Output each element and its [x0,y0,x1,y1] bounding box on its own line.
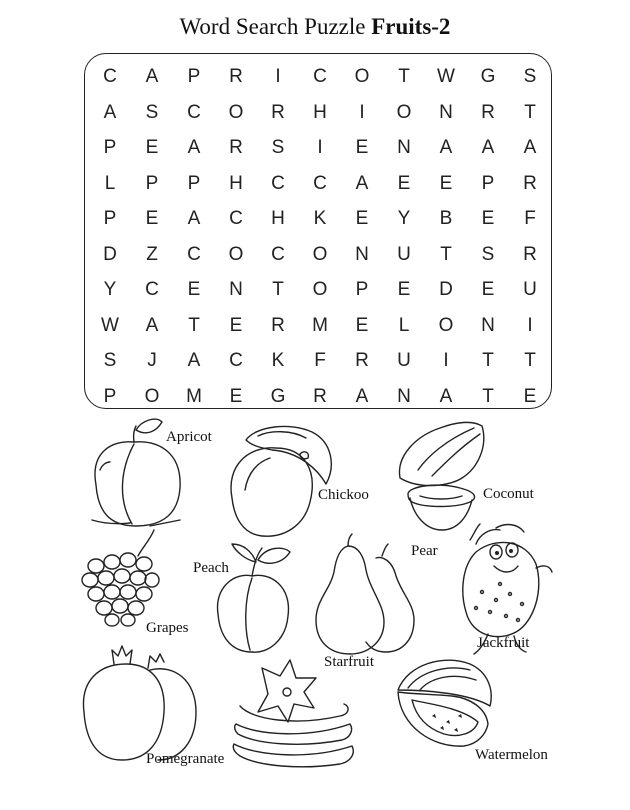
grid-letter: D [439,279,453,300]
grid-letter: O [228,101,244,123]
grid-letter: U [523,279,537,300]
label-watermelon: Watermelon [475,747,548,763]
grid-letter: E [397,172,411,194]
grid-letter: T [440,243,452,265]
grid-letter: C [313,172,327,194]
grid-letter: E [523,385,537,407]
grid-letter: O [144,385,160,407]
label-pomegranate: Pomegranate [146,751,225,767]
grid-letter: P [103,385,117,407]
grid-letter: O [396,101,412,123]
grid-letter: C [229,208,243,229]
grid-letter: R [229,137,243,158]
grid-letter: N [397,385,411,407]
grid-letter: H [313,101,327,123]
grid-letter: I [275,66,281,87]
grid-letter: K [313,208,327,229]
grid-letter: A [355,172,369,194]
grid-letter: R [481,101,495,123]
grid-letter: C [271,243,285,265]
grid-letter: C [229,350,243,371]
label-grapes: Grapes [146,620,189,636]
grid-letter: C [271,172,285,194]
grid-letter: S [103,350,117,371]
label-apricot: Apricot [166,429,212,445]
grid-letter: P [481,172,495,194]
grid-letter: R [523,172,537,194]
label-pear: Pear [411,543,438,559]
grid-letter: P [103,208,117,229]
grid-letter: T [524,101,536,123]
grid-letter: R [313,385,327,407]
title-bold: Fruits-2 [371,14,451,39]
label-coconut: Coconut [483,486,534,502]
grid-letter: E [229,385,243,407]
grid-letter: F [524,208,536,229]
grid-letter: N [481,314,495,336]
grid-letter: G [270,385,286,407]
grid-letter: R [229,66,243,87]
grid-letter: G [480,66,496,87]
grid-letter: T [482,385,494,407]
grid-letter: P [355,279,369,300]
grid-letter: E [145,137,159,158]
grid-letter: A [523,137,537,158]
grid-letter: T [188,314,200,336]
grid-letter: L [398,314,410,336]
grid-letter: W [101,314,119,336]
grid-letter: E [481,279,495,300]
pear-drawing [316,534,414,654]
grid-letter: S [271,137,285,158]
grid-letter: E [187,279,201,300]
grid-letter: O [354,66,370,87]
grid-letter: C [145,279,159,300]
grid-letter: H [229,172,243,194]
coconut-drawing [399,422,483,530]
grid-letter: A [103,101,117,123]
grid-letter: C [187,101,201,123]
grid-letter: A [187,350,201,371]
grid-letter: B [439,208,453,229]
pomegranate-drawing [83,646,196,760]
label-peach: Peach [193,560,229,576]
grid-letter: R [271,101,285,123]
grid-letter: P [187,172,201,194]
grid-letter: M [312,314,328,336]
label-starfruit: Starfruit [324,654,374,670]
grid-letter: P [145,172,159,194]
grid-letter: E [355,314,369,336]
grid-letter: I [359,101,365,123]
grid-letter: S [523,66,537,87]
grid-letter: O [312,243,328,265]
grid-letter: A [145,66,159,87]
grid-letter: R [355,350,369,371]
grid-letter: A [187,137,201,158]
grid-letter: T [524,350,536,371]
grid-letter: I [527,314,533,336]
grid-letter: A [355,385,369,407]
grid-letter: F [314,350,326,371]
grid-letter: E [397,279,411,300]
grid-letter: C [187,243,201,265]
grid-letter: C [103,66,117,87]
grid-letter: U [397,243,411,265]
grid-letter: A [145,314,159,336]
grid-letter: N [439,101,453,123]
grid-letter: A [481,137,495,158]
grid-letter: C [313,66,327,87]
grid-letter: U [397,350,411,371]
grid-letter: T [482,350,494,371]
grid-letter: S [145,101,159,123]
grid-letter: W [437,66,455,87]
grid-letter: E [355,208,369,229]
grid-letter: E [481,208,495,229]
grid-letter: Z [146,243,158,265]
grid-letter: S [481,243,495,265]
grid-letter: N [229,279,243,300]
watermelon-drawing [398,660,491,746]
grid-letter: R [271,314,285,336]
starfruit-drawing [233,660,353,767]
grid-letter: Y [397,208,411,229]
grid-letter: N [355,243,369,265]
grid-letter: E [355,137,369,158]
grid-letter: L [104,172,116,194]
label-jackfruit: Jackfruit [477,635,530,651]
grid-letter: J [147,350,157,371]
title-prefix: Word Search Puzzle [179,14,372,39]
grid-letter: P [103,137,117,158]
grid-letter: I [443,350,449,371]
grapes-drawing [82,530,159,626]
grid-letter: O [438,314,454,336]
grid-letter: I [317,137,323,158]
grid-letter: E [145,208,159,229]
grid-letter: Y [103,279,117,300]
grid-letter: H [271,208,285,229]
label-chickoo: Chickoo [318,487,369,503]
grid-letter: A [439,137,453,158]
grid-letter: O [312,279,328,300]
chickoo-drawing [231,426,331,536]
grid-letter: D [103,243,117,265]
grid-letter: A [439,385,453,407]
grid-letter: T [398,66,410,87]
grid-letter: R [523,243,537,265]
grid-letter: N [397,137,411,158]
grid-letter: A [187,208,201,229]
grid-letter: E [229,314,243,336]
grid-letter: T [272,279,284,300]
grid-letter: O [228,243,244,265]
grid-letter: M [186,385,202,407]
grid-letter: K [271,350,285,371]
grid-letter: P [187,66,201,87]
grid-letter: E [439,172,453,194]
